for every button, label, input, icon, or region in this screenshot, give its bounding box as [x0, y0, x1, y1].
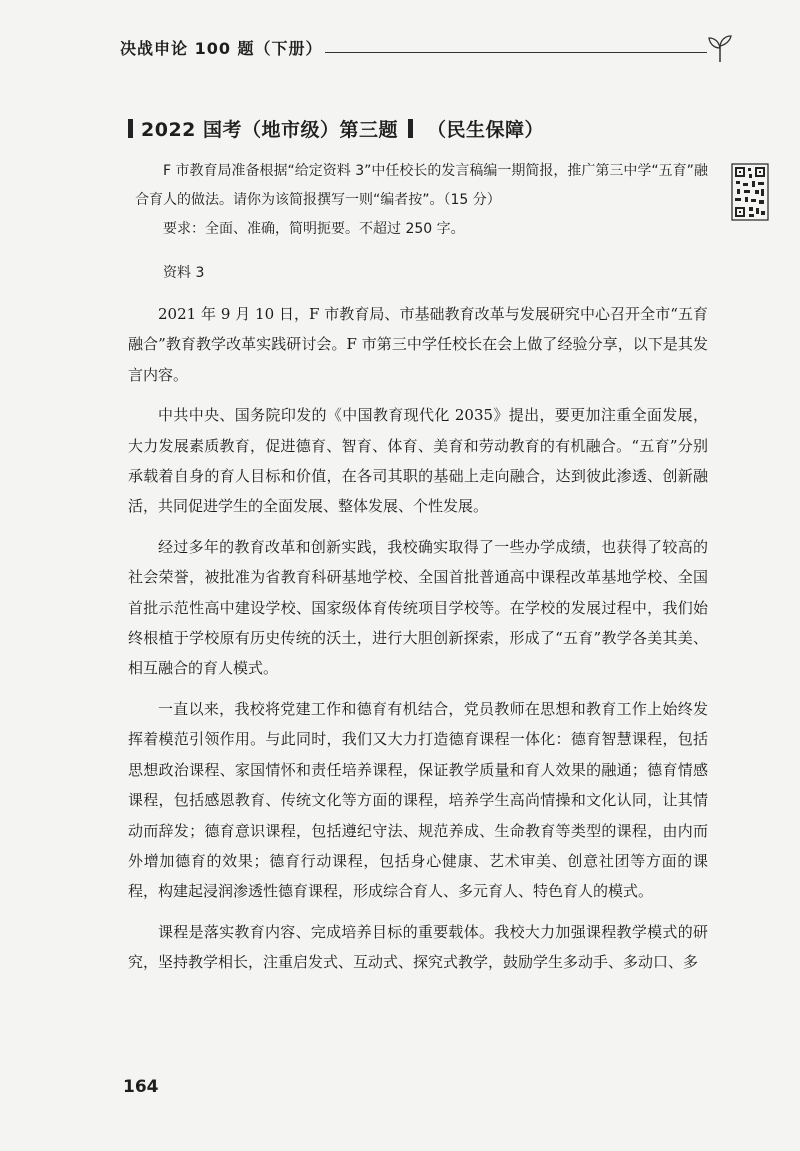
qr-code-icon[interactable] [731, 163, 769, 221]
heading-bar [128, 119, 133, 138]
heading-bar [408, 119, 413, 138]
material-paragraph: 中共中央、国务院印发的《中国教育现代化 2035》提出，要更加注重全面发展，大力发展素质教育，促进德育、智育、体育、美育和劳动教育的有机融合。“五育”分别承载着自身的育人目标和价值，在各司其职的基础上走向融合，达到彼此渗透、创新融活，共同促进学生的全面发展、整体发展、个性发展。 [128, 406, 708, 516]
header-rule [325, 52, 707, 53]
material-paragraph: 课程是落实教育内容、完成培养目标的重要载体。我校大力加强课程教学模式的研究，坚持教学相长，注重启发式、互动式、探究式教学，鼓励学生多动手、多动口、多 [128, 922, 708, 972]
book-title: 决战申论 100 题（下册） [120, 36, 331, 59]
section-tag: （民生保障） [427, 119, 545, 141]
running-head [120, 34, 735, 62]
page-number: 164 [123, 1077, 159, 1097]
section-heading [128, 115, 544, 142]
material-paragraph: 经过多年的教育改革和创新实践，我校确实取得了一些办学成绩，也获得了较高的社会荣誉，被批准为省教育科研基地学校、全国首批普通高中课程改革基地学校、全国首批示范性高中建设学校、国家级体育传统项目学校等。在学校的发展过程中，我们始终根植于学校原有历史传统的沃土，进行大胆创新探索，形成了“五育”教学各美其美、相互融合的育人模式。 [128, 537, 708, 678]
question-block [135, 157, 715, 244]
question-requirements: 要求：全面、准确，简明扼要。不超过 250 字。 [163, 221, 465, 237]
material-paragraph: 一直以来，我校将党建工作和德育有机结合，党员教师在思想和教育工作上始终发挥着模范引领作用。与此同时，我们又大力打造德育课程一体化：德育智慧课程，包括思想政治课程、家国情怀和责任培养课程，保证教学质量和育人效果的融通；德育情感课程，包括感恩教育、传统文化等方面的课程，培养学生高尚情操和文化认同，让其情动而辞发；德育意识课程，包括遵纪守法、规范养成、生命教育等类型的课程，由内而外增加德育的效果；德育行动课程，包括身心健康、艺术审美、创意社团等方面的课程，构建起浸润渗透性德育课程，形成综合育人、多元育人、特色育人的模式。 [128, 699, 708, 901]
leaf-sprout-icon [705, 34, 735, 64]
section-title: 2022 国考（地市级）第三题 [141, 119, 398, 141]
material-body [128, 299, 708, 988]
question-prompt: F 市教育局准备根据“给定资料 3”中任校长的发言稿编一期简报，推广第三中学“五育”融合育人的做法。请你为该简报撰写一则“编者按”。（15 分） [135, 163, 708, 208]
material-label: 资料 3 [163, 265, 205, 281]
material-paragraph: 2021 年 9 月 10 日，F 市教育局、市基础教育改革与发展研究中心召开全市“五育融合”教育教学改革实践研讨会。F 市第三中学任校长在会上做了经验分享，以下是其发言内容。 [128, 305, 708, 384]
